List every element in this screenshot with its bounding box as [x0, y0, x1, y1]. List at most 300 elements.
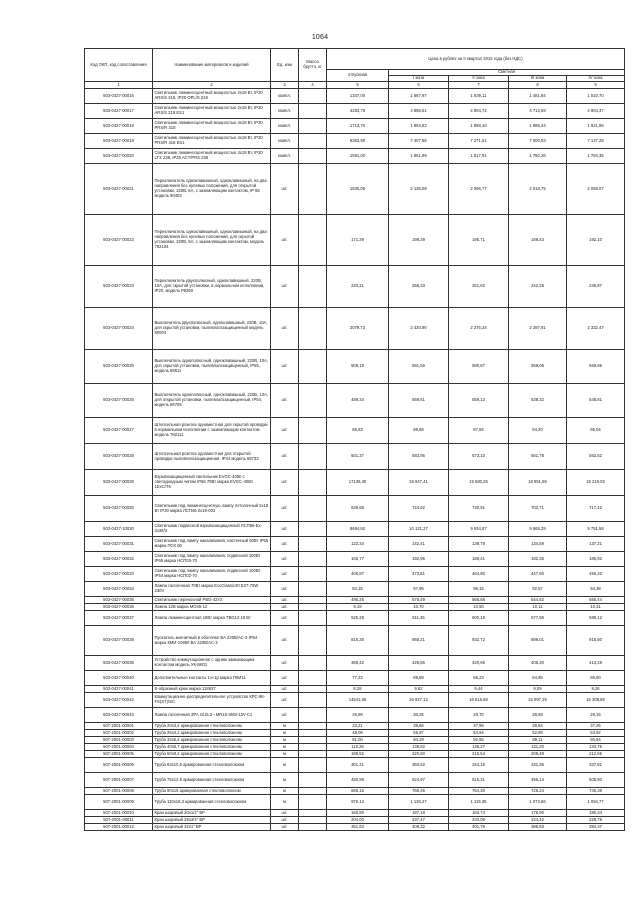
product-code: 503-0427-10030: [85, 522, 153, 537]
zone-2-price: 1 115,35: [449, 795, 509, 810]
table-row: [85, 418, 625, 444]
product-name: Светильник люминесцентный мощностью 4х18 Вт, IP20 LTX 236, IP20 ACT/PRS 236: [153, 149, 271, 164]
release-price: 501,37: [327, 444, 389, 470]
zone-4-price: 185,92: [567, 552, 625, 567]
release-price: 6363,90: [327, 134, 389, 149]
release-price: 25,99: [327, 708, 389, 723]
gross-mass: [299, 384, 327, 418]
zone-3-price: 28,59: [509, 708, 567, 723]
unit-of-measure: шт.: [271, 810, 299, 817]
column-index: 1: [85, 82, 153, 89]
zone-3-price: 1 750,26: [509, 149, 567, 164]
header-code: Код ОКП, код сопоставления: [85, 49, 153, 82]
product-code: 503-0427-00029: [85, 470, 153, 496]
gross-mass: [299, 418, 327, 444]
release-price: 816,30: [327, 626, 389, 656]
table-row: [85, 611, 625, 626]
zone-2-price: 96,15: [449, 582, 509, 597]
gross-mass: [299, 604, 327, 611]
unit-of-measure: шт.: [271, 384, 299, 418]
table-row: [85, 149, 625, 164]
header-zone-2: II зона: [449, 76, 509, 82]
product-name: Кран шаровый 20х1/2" ВР: [153, 810, 271, 817]
unit-of-measure: шт.: [271, 522, 299, 537]
zone-1-price: 350,62: [389, 758, 449, 773]
zone-3-price: 1 073,86: [509, 795, 567, 810]
table-row: [85, 730, 625, 737]
zone-4-price: 717,42: [567, 496, 625, 522]
release-price: 189,52: [327, 751, 389, 758]
unit-of-measure: м: [271, 723, 299, 730]
zone-2-price: 600,19: [449, 611, 509, 626]
zone-1-price: 55,97: [389, 730, 449, 737]
table-row: [85, 522, 625, 537]
unit-of-measure: м: [271, 737, 299, 744]
gross-mass: [299, 744, 327, 751]
zone-4-price: 90,84: [567, 737, 625, 744]
zone-1-price: 138,82: [389, 744, 449, 751]
gross-mass: [299, 751, 327, 758]
release-price: 17136,30: [327, 470, 389, 496]
product-name: Переключатель двухполюсный, одноклавишный, 220В, 10А, для скрытой установки, в нормальном исполнении, IP20, модель P9260: [153, 266, 271, 308]
unit-of-measure: шт.: [271, 552, 299, 567]
unit-of-measure: шт.: [271, 656, 299, 671]
zone-1-price: 192,96: [389, 552, 449, 567]
zone-1-price: 220,60: [389, 751, 449, 758]
product-name: Кран шаровый 25х3/4" ВР: [153, 817, 271, 824]
zone-3-price: 538,32: [509, 384, 567, 418]
product-code: 503-0427-00034: [85, 582, 153, 597]
product-code: 507-2001-00012: [85, 824, 153, 831]
zone-3-price: 1 481,84: [509, 89, 567, 104]
table-row: [85, 751, 625, 758]
page-number: 1064: [311, 34, 329, 41]
unit-of-measure: шт.: [271, 604, 299, 611]
zone-3-price: 1 885,24: [509, 119, 567, 134]
zone-4-price: 4 804,37: [567, 104, 625, 119]
gross-mass: [299, 149, 327, 164]
table-row: [85, 470, 625, 496]
table-row: [85, 567, 625, 582]
column-index: 6: [389, 82, 449, 89]
zone-3-price: 131,20: [509, 744, 567, 751]
table-row: [85, 737, 625, 744]
gross-mass: [299, 656, 327, 671]
unit-of-measure: шт.: [271, 350, 299, 384]
zone-3-price: 544,82: [509, 597, 567, 604]
zone-2-price: 136,27: [449, 744, 509, 751]
product-code: 503-0427-00040: [85, 671, 153, 686]
unit-of-measure: шт.: [271, 671, 299, 686]
unit-of-measure: шт.: [271, 567, 299, 582]
zone-3-price: 188,43: [509, 215, 567, 266]
unit-of-measure: шт.: [271, 444, 299, 470]
gross-mass: [299, 723, 327, 730]
zone-2-price: 401,78: [449, 824, 509, 831]
zone-1-price: 428,86: [389, 656, 449, 671]
zone-1-price: 256,33: [389, 266, 449, 308]
zone-4-price: 9 751,58: [567, 522, 625, 537]
zone-4-price: 9,26: [567, 686, 625, 693]
product-name: Труба 75х12,5 армированная стекловолокном: [153, 773, 271, 788]
product-name: Взрывозащищенный светильник EVGC-4050 с светодиодным чипом IP66 70Вт марка EVGC-4050 1ExC/T6: [153, 470, 271, 496]
zone-3-price: 92,57: [509, 582, 567, 597]
product-code: 503-0427-00036: [85, 604, 153, 611]
zone-3-price: 551,78: [509, 444, 567, 470]
zone-1-price: 1 136,27: [389, 795, 449, 810]
zone-2-price: 2 376,34: [449, 308, 509, 350]
zone-3-price: 2 018,75: [509, 164, 567, 215]
table-row: [85, 89, 625, 104]
zone-1-price: 583,95: [389, 444, 449, 470]
zone-2-price: 189,41: [449, 552, 509, 567]
column-index: 5: [327, 82, 389, 89]
zone-2-price: 233,09: [449, 817, 509, 824]
gross-mass: [299, 308, 327, 350]
gross-mass: [299, 810, 327, 817]
product-code: 503-0427-00017: [85, 104, 153, 119]
gross-mass: [299, 686, 327, 693]
zone-1-price: 187,18: [389, 810, 449, 817]
zone-2-price: 37,95: [449, 723, 509, 730]
release-price: 489,34: [327, 384, 389, 418]
zone-1-price: 473,61: [389, 567, 449, 582]
zone-1-price: 199,39: [389, 215, 449, 266]
zone-1-price: 744,62: [389, 496, 449, 522]
header-zone-4: IV зона: [567, 76, 625, 82]
header-zone-3: III зона: [509, 76, 567, 82]
zone-4-price: 394,37: [567, 824, 625, 831]
release-price: 33,21: [327, 723, 389, 730]
table-row: [85, 119, 625, 134]
product-name: Переключатель одноклавишный, одноклавишный, на два направления без нулевых положений, для скрытой установки, 220В, 6А, с заземляющим контактом, модель 782104: [153, 215, 271, 266]
zone-4-price: 10,31: [567, 604, 625, 611]
gross-mass: [299, 470, 327, 496]
zone-3-price: 89,11: [509, 737, 567, 744]
product-name: Светильник подвесной взрывозащищенный ЛСП66-Ex-2x36/3: [153, 522, 271, 537]
product-code: 503-0427-00030: [85, 496, 153, 522]
zone-2-price: 464,90: [449, 567, 509, 582]
table-row: [85, 693, 625, 708]
table-row: [85, 824, 625, 831]
unit-of-measure: шт.: [271, 708, 299, 723]
zone-3-price: 405,30: [509, 656, 567, 671]
gross-mass: [299, 104, 327, 119]
zone-3-price: 10,11: [509, 604, 567, 611]
header-estimate-price: Сметная: [389, 70, 625, 76]
zone-2-price: 139,79: [449, 537, 509, 552]
zone-4-price: 337,81: [567, 758, 625, 773]
zone-4-price: 192,10: [567, 215, 625, 266]
zone-2-price: 730,91: [449, 496, 509, 522]
zone-4-price: 96,04: [567, 418, 625, 444]
product-name: Кран шаровый 32х1" ВР: [153, 824, 271, 831]
product-name: Светильник под лампу накаливания, настенный 60Вт IP65 марка ПСХ 60: [153, 537, 271, 552]
zone-4-price: 1 510,70: [567, 89, 625, 104]
zone-2-price: 183,74: [449, 810, 509, 817]
zone-1-price: 569,61: [389, 384, 449, 418]
release-price: 171,29: [327, 215, 389, 266]
product-name: Коммутационно-распределительное устройство КРС-96-FS(ST)/SC: [153, 693, 271, 708]
zone-2-price: 2 096,77: [449, 164, 509, 215]
unit-of-measure: шт.: [271, 626, 299, 656]
release-price: 2079,73: [327, 308, 389, 350]
zone-2-price: 1 958,10: [449, 119, 509, 134]
header-price-group: Цена в рублях на II квартал 2015 года (без НДС): [327, 49, 625, 70]
zone-3-price: 2 287,91: [509, 308, 567, 350]
zone-4-price: 456,32: [567, 567, 625, 582]
product-name: Лампа 12В марка МО45-12: [153, 604, 271, 611]
header-name: Наименование материалов и изделий: [153, 49, 271, 82]
unit-of-measure: шт.: [271, 470, 299, 496]
zone-2-price: 195,71: [449, 215, 509, 266]
release-price: 639,68: [327, 496, 389, 522]
gross-mass: [299, 537, 327, 552]
product-name: Светильник под лампу накаливания, подвесной 100Вт IP65 марка НСП03-70: [153, 552, 271, 567]
zone-3-price: 898,01: [509, 626, 567, 656]
table-row: [85, 708, 625, 723]
product-name: Труба 32х5,4 армированная стекловолокном: [153, 737, 271, 744]
zone-4-price: 16 308,86: [567, 693, 625, 708]
gross-mass: [299, 737, 327, 744]
zone-1-price: 10 121,27: [389, 522, 449, 537]
gross-mass: [299, 522, 327, 537]
zone-3-price: 496,14: [509, 773, 567, 788]
zone-4-price: 2 058,07: [567, 164, 625, 215]
table-body: [85, 89, 625, 831]
product-code: 503-0427-00025: [85, 350, 153, 384]
table-row: [85, 656, 625, 671]
gross-mass: [299, 119, 327, 134]
unit-of-measure: шт.: [271, 215, 299, 266]
gross-mass: [299, 817, 327, 824]
zone-3-price: 4 712,59: [509, 104, 567, 119]
product-code: 507-2001-00010: [85, 810, 153, 817]
zone-2-price: 4 804,72: [449, 104, 509, 119]
release-price: 119,26: [327, 744, 389, 751]
gross-mass: [299, 773, 327, 788]
release-price: 301,21: [327, 758, 389, 773]
zone-3-price: 176,90: [509, 810, 567, 817]
release-price: 368,42: [327, 656, 389, 671]
release-price: 8694,92: [327, 522, 389, 537]
product-name: Труба 50х8,4 армированная стекловолокном: [153, 751, 271, 758]
zone-1-price: 1 567,97: [389, 89, 449, 104]
zone-3-price: 208,49: [509, 751, 567, 758]
table-row: [85, 582, 625, 597]
zone-1-price: 1 851,99: [389, 149, 449, 164]
unit-of-measure: шт.: [271, 817, 299, 824]
product-code: 503-0427-00023: [85, 266, 153, 308]
header-mass: Масса брутто, кг: [299, 49, 327, 82]
product-code: 507-2001-00004: [85, 744, 153, 751]
column-index: 2: [153, 82, 271, 89]
gross-mass: [299, 824, 327, 831]
unit-of-measure: компл.: [271, 104, 299, 119]
zone-3-price: 577,86: [509, 611, 567, 626]
zone-1-price: 576,49: [389, 597, 449, 604]
release-price: 122,34: [327, 537, 389, 552]
zone-2-price: 16 615,56: [449, 693, 509, 708]
zone-2-price: 580,67: [449, 350, 509, 384]
zone-3-price: 447,60: [509, 567, 567, 582]
release-price: 85,63: [327, 418, 389, 444]
product-code: 507-2001-00002: [85, 730, 153, 737]
release-price: 450,99: [327, 773, 389, 788]
release-price: 406,87: [327, 567, 389, 582]
product-code: 503-0427-00043: [85, 708, 153, 723]
zone-4-price: 29,15: [567, 708, 625, 723]
release-price: 525,28: [327, 611, 389, 626]
zone-3-price: 224,42: [509, 817, 567, 824]
zone-4-price: 86,60: [567, 671, 625, 686]
zone-3-price: 559,06: [509, 350, 567, 384]
zone-4-price: 180,34: [567, 810, 625, 817]
zone-3-price: 242,25: [509, 266, 567, 308]
product-code: 503-0427-00027: [85, 418, 153, 444]
release-price: 81,00: [327, 737, 389, 744]
product-code: 503-0427-00041: [85, 686, 153, 693]
zone-2-price: 29,70: [449, 708, 509, 723]
unit-of-measure: шт.: [271, 537, 299, 552]
product-code: 503-0427-00042: [85, 693, 153, 708]
gross-mass: [299, 626, 327, 656]
zone-1-price: 7 407,66: [389, 134, 449, 149]
gross-mass: [299, 164, 327, 215]
product-name: Устройство коммутационное с одним замыкающим контактом модель УК-БК01: [153, 656, 271, 671]
release-price: 160,80: [327, 810, 389, 817]
zone-1-price: 611,45: [389, 611, 449, 626]
unit-of-measure: шт.: [271, 418, 299, 444]
unit-of-measure: компл.: [271, 89, 299, 104]
product-code: 503-0427-00016: [85, 89, 153, 104]
zone-1-price: 99,68: [389, 418, 449, 444]
gross-mass: [299, 496, 327, 522]
unit-of-measure: м: [271, 788, 299, 795]
zone-4-price: 1 921,96: [567, 119, 625, 134]
zone-3-price: 15 997,29: [509, 693, 567, 708]
gross-mass: [299, 758, 327, 773]
zone-2-price: 19 580,25: [449, 470, 509, 496]
product-code: 503-0427-00026: [85, 384, 153, 418]
header-release-price: отпускная: [327, 70, 389, 82]
product-name: Труба 40х6,7 армированная стекловолокном: [153, 744, 271, 751]
table-row: [85, 350, 625, 384]
product-code: 503-0427-00039: [85, 656, 153, 671]
gross-mass: [299, 350, 327, 384]
unit-of-measure: шт.: [271, 686, 299, 693]
zone-1-price: 9,62: [389, 686, 449, 693]
release-price: 14541,66: [327, 693, 389, 708]
zone-2-price: 559,13: [449, 384, 509, 418]
unit-of-measure: компл.: [271, 134, 299, 149]
table-row: [85, 773, 625, 788]
zone-1-price: 524,97: [389, 773, 449, 788]
product-name: Труба 20х3,4 армированная стекловолокном: [153, 723, 271, 730]
zone-3-price: 386,83: [509, 824, 567, 831]
unit-of-measure: шт.: [271, 582, 299, 597]
table-row: [85, 597, 625, 604]
zone-1-price: 97,95: [389, 582, 449, 597]
gross-mass: [299, 134, 327, 149]
zone-2-price: 1 817,91: [449, 149, 509, 164]
release-price: 84,15: [327, 582, 389, 597]
product-name: Лампа галогенная ЗРА GU5.3 - MR16-35W-12V-C1: [153, 708, 271, 723]
unit-of-measure: м: [271, 758, 299, 773]
release-price: 1347,00: [327, 89, 389, 104]
zone-3-price: 9 565,29: [509, 522, 567, 537]
zone-1-price: 950,21: [389, 626, 449, 656]
zone-1-price: 768,45: [389, 788, 449, 795]
product-name: S-образный крюк марка 118637: [153, 686, 271, 693]
product-code: 503-0427-00021: [85, 164, 153, 215]
table-row: [85, 134, 625, 149]
release-price: 660,15: [327, 788, 389, 795]
zone-4-price: 2 332,47: [567, 308, 625, 350]
zone-3-price: 182,36: [509, 552, 567, 567]
zone-2-price: 754,30: [449, 788, 509, 795]
table-row: [85, 384, 625, 418]
table-row: [85, 104, 625, 119]
release-price: 220,21: [327, 266, 389, 308]
table-row: [85, 537, 625, 552]
unit-of-measure: шт.: [271, 693, 299, 708]
zone-4-price: 413,19: [567, 656, 625, 671]
gross-mass: [299, 597, 327, 604]
product-code: 503-0427-00032: [85, 552, 153, 567]
unit-of-measure: м: [271, 795, 299, 810]
column-index: 9: [567, 82, 625, 89]
product-name: Выключатель однополюсный, одноклавишный, 220В, 10А, для скрытой установки, пылевлагозащищенный, IP55, модель 89811: [153, 350, 271, 384]
zone-2-price: 9,44: [449, 686, 509, 693]
zone-4-price: 915,50: [567, 626, 625, 656]
product-name: Светильник люминесцентный мощностью 2х18 Вт, IP20 ARS/S 218 ES1: [153, 104, 271, 119]
product-name: Светильник люминесцентный мощностью 2х18 Вт, IP20 ARS/S 218, IP20 OPL/S 218: [153, 89, 271, 104]
gross-mass: [299, 567, 327, 582]
zone-2-price: 10,50: [449, 604, 509, 611]
gross-mass: [299, 582, 327, 597]
product-code: 503-0427-00035: [85, 597, 153, 604]
release-price: 1713,70: [327, 119, 389, 134]
gross-mass: [299, 693, 327, 708]
table-row: [85, 788, 625, 795]
zone-4-price: 555,44: [567, 597, 625, 604]
product-name: Светильник люминесцентный мощностью 4х18 Вт, IP20 PRS/R 418 ES1: [153, 134, 271, 149]
table-row: [85, 215, 625, 266]
product-code: 503-0427-00033: [85, 567, 153, 582]
zone-1-price: 30,25: [389, 708, 449, 723]
zone-1-price: 1 994,82: [389, 119, 449, 134]
unit-of-measure: шт.: [271, 496, 299, 522]
table-row: [85, 723, 625, 730]
table-row: [85, 552, 625, 567]
table-row: [85, 604, 625, 611]
gross-mass: [299, 552, 327, 567]
table-row: [85, 817, 625, 824]
zone-2-price: 420,96: [449, 656, 509, 671]
zone-3-price: 84,95: [509, 671, 567, 686]
zone-4-price: 212,55: [567, 751, 625, 758]
zone-3-price: 18 851,86: [509, 470, 567, 496]
release-price: 4283,78: [327, 104, 389, 119]
product-code: 507-2001-00006: [85, 758, 153, 773]
product-name: Труба 25х4,2 армированная стекловолокном: [153, 730, 271, 737]
table-row: [85, 626, 625, 656]
gross-mass: [299, 215, 327, 266]
zone-1-price: 89,89: [389, 671, 449, 686]
product-name: Труба 90х15 армированная стекловолокном: [153, 788, 271, 795]
release-price: 165,77: [327, 552, 389, 567]
